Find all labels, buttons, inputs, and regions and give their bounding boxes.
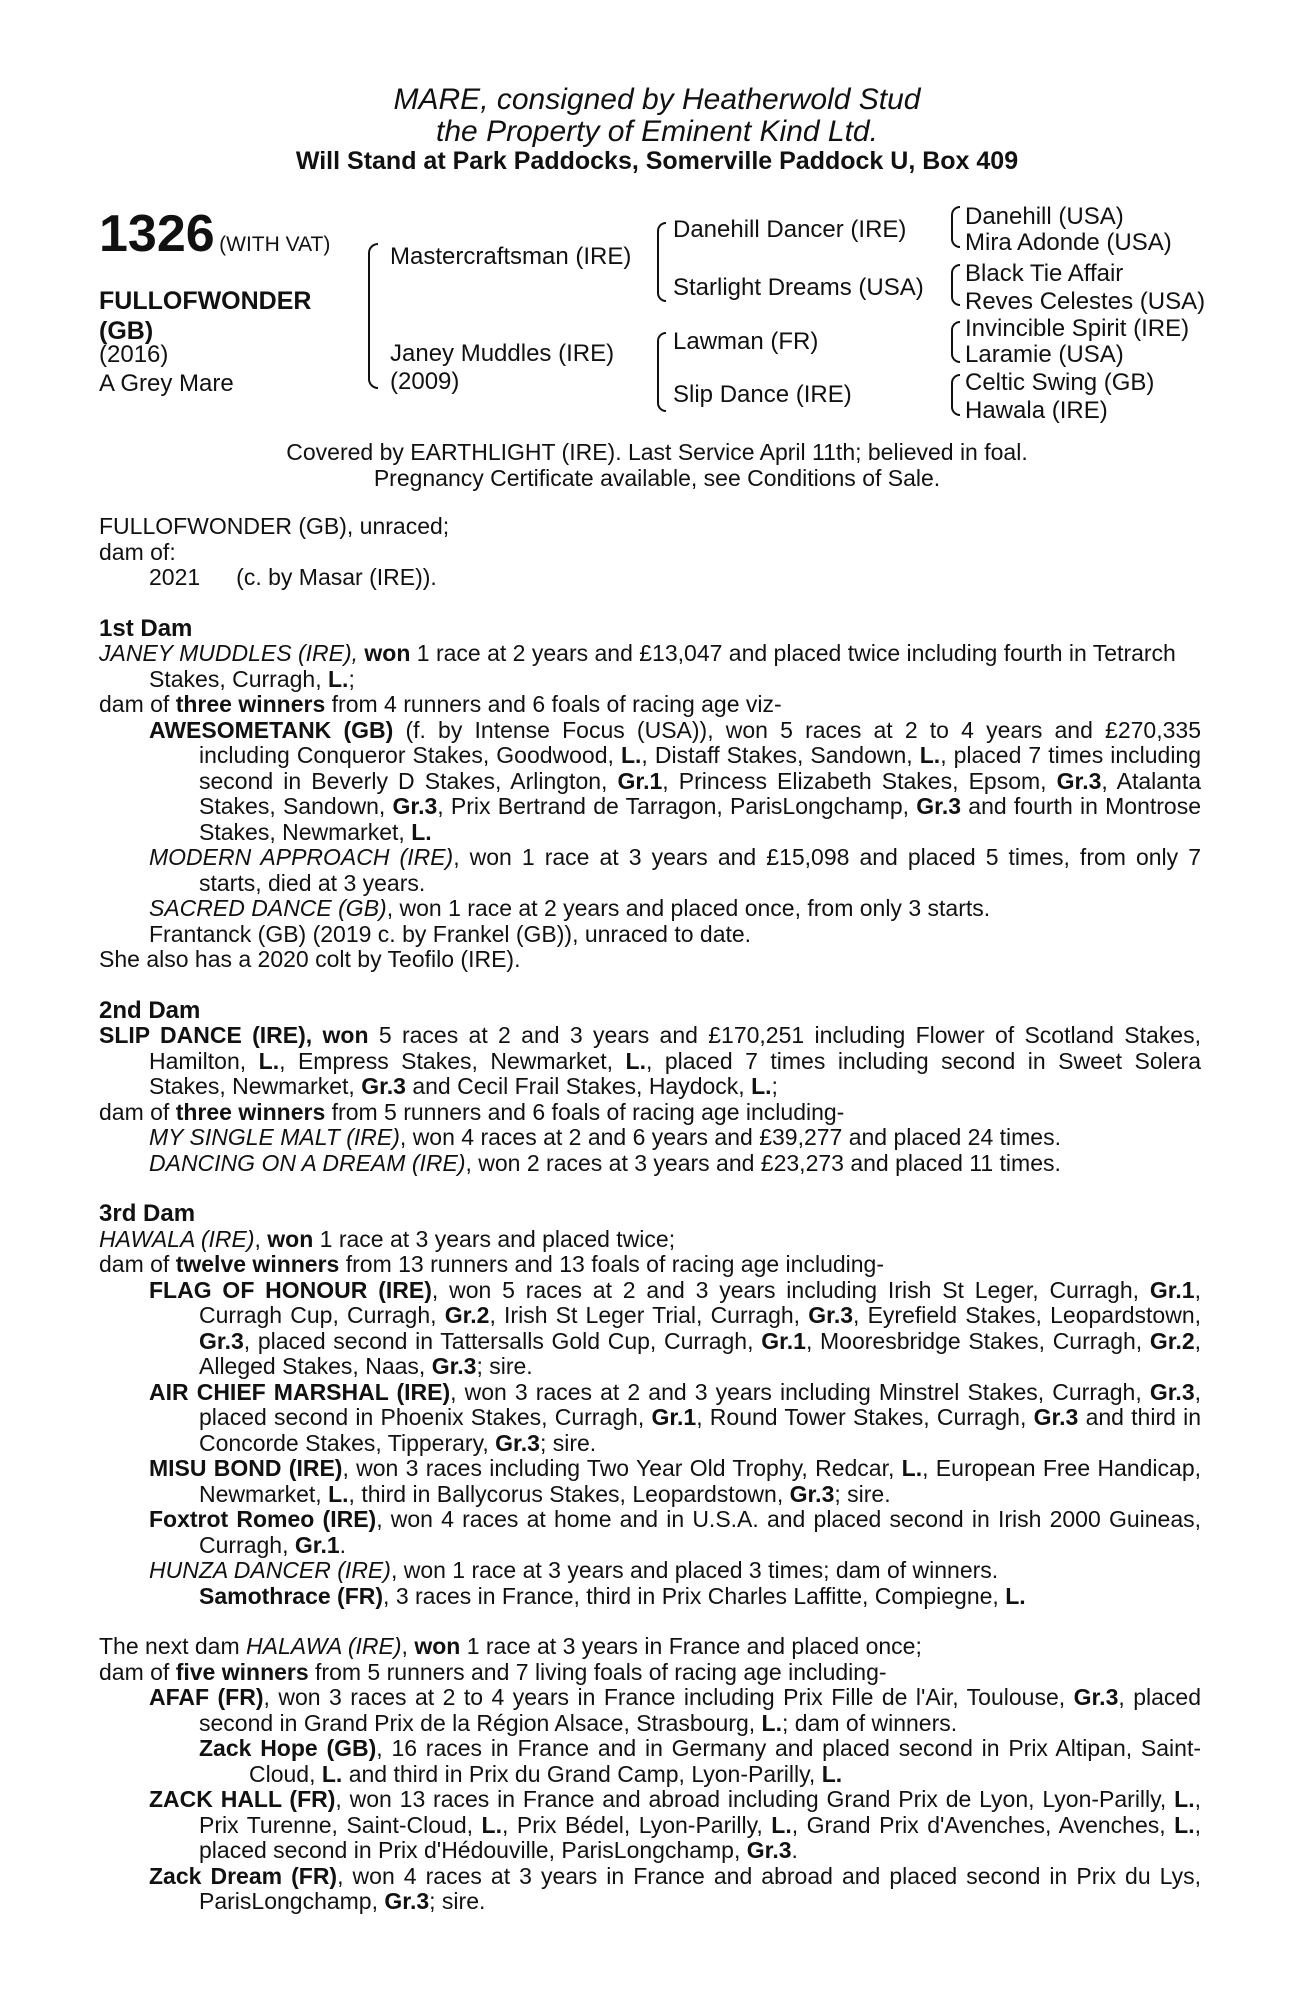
first-dam-heading: 1st Dam xyxy=(99,614,193,642)
punct: ; xyxy=(348,665,355,692)
summary-text: dam of xyxy=(99,1658,170,1685)
race-grade: Gr.3 xyxy=(916,793,962,819)
summary-text: from 13 runners and 13 foals of racing age including- xyxy=(345,1251,884,1277)
record-text: 1 race at 3 years in France and placed once; xyxy=(466,1633,922,1659)
race-grade: Gr.1 xyxy=(761,1327,806,1354)
horse-name: FLAG OF HONOUR (IRE) xyxy=(149,1276,432,1303)
winners-count: twelve winners xyxy=(175,1251,340,1277)
record-text: 1 race at 2 years and £13,047 and placed twice including fourth in Tetrarch Stakes, Curragh, xyxy=(149,640,1176,692)
spacer xyxy=(99,1176,1201,1201)
won-word: won xyxy=(267,1225,314,1252)
listed-marker: L. xyxy=(327,665,349,692)
produce-foxtrot-romeo xyxy=(99,1507,1201,1558)
record-text: , third in Ballycorus Stakes, Leopardstown, xyxy=(348,1480,784,1507)
won-word: won xyxy=(364,640,411,666)
race-grade: L. xyxy=(761,1709,782,1736)
record-text: ; sire. xyxy=(476,1353,533,1379)
summary-text: from 4 runners and 6 foals of racing age viz- xyxy=(331,691,782,717)
record-text: , Curragh Cup, Curragh, xyxy=(199,1276,1201,1328)
pedigree-dsd: Laramie (USA) xyxy=(965,341,1124,368)
record-text: , won 2 races at 3 years and £23,273 and placed 11 times. xyxy=(465,1149,1061,1176)
produce-misu-bond xyxy=(99,1456,1201,1507)
horse-name: Zack Dream (FR) xyxy=(149,1862,338,1889)
horse-name: AWESOMETANK (GB) xyxy=(149,716,394,743)
third-dam-produce-summary xyxy=(99,1252,1201,1278)
record-text: , 16 races in France and in Germany and placed second in Prix Altipan, Saint-Cloud, xyxy=(249,1735,1201,1787)
pedigree-brace-g3-4 xyxy=(951,374,960,416)
record-text: , Irish St Leger Trial, Curragh, xyxy=(489,1302,801,1328)
horse-name: Samothrace (FR) xyxy=(199,1582,384,1609)
summary-text: dam of xyxy=(99,1251,170,1277)
record-text: , Princess Elizabeth Stakes, Epsom, xyxy=(662,767,1047,794)
punct: , xyxy=(401,1633,408,1659)
race-grade: Gr.1 xyxy=(617,767,663,794)
horse-name: HUNZA DANCER (IRE) xyxy=(149,1557,391,1583)
pedigree-dds: Celtic Swing (GB) xyxy=(965,369,1155,396)
pedigree-dam-year: (2009) xyxy=(390,368,460,395)
race-grade: Gr.3 xyxy=(199,1327,244,1354)
record-text: ; dam of winners. xyxy=(782,1709,958,1736)
spacer xyxy=(99,973,1201,998)
horse-name: Zack Hope (GB) xyxy=(199,1735,377,1761)
record-text: , won 3 races including Two Year Old Trophy, Redcar, xyxy=(342,1455,895,1481)
record-text: and third in Prix du Grand Camp, Lyon-Parilly, xyxy=(348,1760,816,1787)
lot-year: (2016) xyxy=(99,341,169,368)
pedigree-dam: Janey Muddles (IRE) xyxy=(390,340,615,367)
winners-count: three winners xyxy=(175,691,326,717)
record-text: , European Free Handicap, Newmarket, xyxy=(199,1455,1201,1507)
record-text: , Distaff Stakes, Sandown, xyxy=(641,742,913,768)
race-grade: Gr.1 xyxy=(1149,1276,1195,1303)
pedigree-brace-g3-2 xyxy=(951,264,960,306)
record-text: , won 1 race at 3 years and £15,098 and placed 5 times, from only 7 starts, died at 3 years. xyxy=(199,844,1201,896)
intro-line: FULLOFWONDER (GB), unraced; xyxy=(99,513,450,539)
covered-by-line: Covered by EARTHLIGHT (IRE). Last Service April 11th; believed in foal. xyxy=(286,439,1028,465)
lot-number: 1326 xyxy=(99,205,215,263)
horse-name: DANCING ON A DREAM (IRE) xyxy=(149,1149,466,1176)
produce-zack-hall xyxy=(99,1787,1201,1864)
won-word: won xyxy=(414,1633,461,1659)
race-grade: Gr.3 xyxy=(1056,767,1102,794)
produce-afaf xyxy=(99,1685,1201,1736)
record-text: , Prix Turenne, Saint-Cloud, xyxy=(199,1786,1201,1838)
record-text: , won 4 races at 3 years in France and abroad and placed second in Prix du Lys, ParisLongchamp, xyxy=(199,1862,1202,1914)
record-text: , won 13 races in France and abroad including Grand Prix de Lyon, Lyon-Parilly, xyxy=(335,1786,1167,1812)
pregnancy-certificate-line: Pregnancy Certificate available, see Conditions of Sale. xyxy=(373,465,941,491)
produce-awesometank xyxy=(99,718,1201,846)
summary-text: from 5 runners and 6 foals of racing age including- xyxy=(331,1098,845,1125)
horse-name: ZACK HALL (FR) xyxy=(149,1786,336,1812)
pedigree-dam-sire: Lawman (FR) xyxy=(673,328,819,355)
pedigree-dss: Invincible Spirit (IRE) xyxy=(965,315,1190,342)
produce-my-single-malt xyxy=(99,1125,1201,1151)
header-consignor: MARE, consigned by Heatherwold Stud xyxy=(393,83,921,116)
race-grade: L. xyxy=(1174,1811,1195,1838)
record-text: , Atalanta Stakes, Sandown, xyxy=(199,767,1202,819)
lot-horse-name: FULLOFWONDER xyxy=(99,287,312,315)
foal-detail: (c. by Masar (IRE)). xyxy=(236,564,437,590)
horse-name: SACRED DANCE (GB) xyxy=(149,895,387,921)
record-text: 5 races at 2 and 3 years and £170,251 including Flower of Scotland Stakes, Hamilton, xyxy=(149,1022,1201,1074)
race-grade: L. xyxy=(620,742,642,768)
header-property: the Property of Eminent Kind Ltd. xyxy=(436,115,878,148)
record-text: , won 5 races at 2 and 3 years including Irish St Leger, Curragh, xyxy=(431,1276,1139,1303)
dam-name: HAWALA (IRE) xyxy=(99,1225,255,1252)
record-text: , placed second in Tattersalls Gold Cup, Curragh, xyxy=(243,1327,754,1354)
record-text: , won 3 races at 2 to 4 years in France including Prix Fille de l'Air, Toulouse, xyxy=(263,1684,1066,1710)
race-grade: L. xyxy=(1005,1582,1026,1609)
horse-name: AFAF (FR) xyxy=(149,1684,264,1710)
lot-vat: (WITH VAT) xyxy=(219,233,331,256)
dam-name: SLIP DANCE (IRE), xyxy=(99,1022,313,1048)
pedigree-sire-sire: Danehill Dancer (IRE) xyxy=(673,216,907,243)
produce-zack-hope xyxy=(99,1736,1201,1787)
record-text: ; sire. xyxy=(539,1429,597,1456)
record-text: , won 4 races at 2 and 6 years and £39,277 and placed 24 times. xyxy=(399,1124,1061,1150)
lot-number-block xyxy=(99,205,331,263)
pedigree-brace-gen1 xyxy=(368,243,378,389)
horse-name: MY SINGLE MALT (IRE) xyxy=(149,1124,400,1150)
record-text: , won 1 race at 3 years and placed 3 times; dam of winners. xyxy=(390,1557,999,1583)
race-grade: Gr.3 xyxy=(1033,1404,1079,1430)
pedigree-sds: Black Tie Affair xyxy=(965,260,1124,287)
race-grade: L. xyxy=(901,1455,923,1481)
race-grade: Gr.3 xyxy=(392,793,438,819)
first-dam-note: She also has a 2020 colt by Teofilo (IRE). xyxy=(99,946,521,972)
summary-text: from 5 runners and 7 living foals of racing age including- xyxy=(315,1658,887,1685)
first-dam-record xyxy=(99,641,1201,692)
record-text: and third in Concorde Stakes, Tipperary, xyxy=(199,1404,1202,1456)
race-grade: Gr.3 xyxy=(1149,1378,1195,1405)
record-text: The next dam xyxy=(99,1633,240,1659)
pedigree-ddd: Hawala (IRE) xyxy=(965,397,1108,424)
intro-foal xyxy=(99,565,1201,591)
record-text: , placed second in Phoenix Stakes, Curragh, xyxy=(199,1378,1202,1430)
record-text: and Cecil Frail Stakes, Haydock, xyxy=(412,1073,745,1099)
record-text: 1 race at 3 years and placed twice; xyxy=(319,1225,676,1252)
race-grade: L. xyxy=(411,818,432,845)
pedigree-dam-dam: Slip Dance (IRE) xyxy=(673,381,852,408)
record-text: , placed second in Prix d'Hédouville, ParisLongchamp, xyxy=(199,1811,1202,1863)
punct: . xyxy=(339,1531,347,1558)
first-dam-produce-summary xyxy=(99,692,1201,718)
record-text: , Alleged Stakes, Naas, xyxy=(199,1327,1202,1379)
produce-frantanck: Frantanck (GB) (2019 c. by Frankel (GB)), unraced to date. xyxy=(149,920,752,947)
pedigree-sss: Danehill (USA) xyxy=(965,203,1124,230)
race-grade: Gr.2 xyxy=(1149,1327,1195,1354)
pedigree-body xyxy=(99,514,1201,1915)
header-location: Will Stand at Park Paddocks, Somerville Paddock U, Box 409 xyxy=(295,147,1019,175)
race-grade: Gr.2 xyxy=(444,1302,490,1328)
intro-dam-of: dam of: xyxy=(99,538,176,565)
record-text: , Eyrefield Stakes, Leopardstown, xyxy=(853,1302,1201,1328)
produce-flag-of-honour xyxy=(99,1278,1201,1380)
next-dam-produce-summary xyxy=(99,1660,1201,1686)
foal-year: 2021 xyxy=(149,564,201,590)
record-text: , Grand Prix d'Avenches, Avenches, xyxy=(791,1811,1166,1838)
record-text: , Round Tower Stakes, Curragh, xyxy=(696,1404,1027,1430)
horse-name: MISU BOND (IRE) xyxy=(149,1455,343,1481)
race-grade: L. xyxy=(751,1073,772,1099)
punct: ; xyxy=(771,1073,778,1099)
race-grade: L. xyxy=(1174,1786,1195,1812)
produce-dancing-on-a-dream xyxy=(99,1151,1201,1177)
produce-hunza-dancer xyxy=(99,1558,1201,1584)
winners-count: five winners xyxy=(175,1658,309,1685)
race-grade: L. xyxy=(771,1811,792,1838)
produce-modern-approach xyxy=(99,845,1201,896)
record-text: and fourth in Montrose Stakes, Newmarket, xyxy=(199,793,1201,845)
second-dam-record xyxy=(99,1023,1201,1100)
race-grade: Gr.3 xyxy=(495,1429,540,1456)
pedigree-brace-sire xyxy=(657,222,666,302)
race-grade: L. xyxy=(258,1047,280,1074)
summary-text: dam of xyxy=(99,1098,170,1125)
race-grade: L. xyxy=(625,1047,646,1074)
record-text: , 3 races in France, third in Prix Charles Laffitte, Compiegne, xyxy=(383,1582,999,1609)
record-text: , Empress Stakes, Newmarket, xyxy=(279,1047,614,1074)
dam-name: JANEY MUDDLES (IRE), xyxy=(99,640,359,666)
record-text: , won 4 races at home and in U.S.A. and placed second in Irish 2000 Guineas, Curragh, xyxy=(199,1506,1201,1558)
record-text: , placed 7 times including second in Sweet Solera Stakes, Newmarket, xyxy=(149,1047,1202,1099)
record-text: , won 3 races at 2 and 3 years including Minstrel Stakes, Curragh, xyxy=(450,1378,1142,1405)
summary-text: dam of xyxy=(99,691,170,717)
race-grade: Gr.3 xyxy=(746,1837,792,1863)
produce-air-chief-marshal xyxy=(99,1380,1201,1457)
second-dam-produce-summary xyxy=(99,1100,1201,1126)
race-grade: Gr.3 xyxy=(431,1353,477,1379)
horse-name: MODERN APPROACH (IRE) xyxy=(149,844,454,870)
record-text: ; sire. xyxy=(429,1888,486,1914)
produce-zack-dream xyxy=(99,1864,1201,1915)
pedigree-brace-g3-1 xyxy=(951,206,960,248)
pedigree-brace-g3-3 xyxy=(951,321,960,363)
record-text: (f. by Intense Focus (USA)), won 5 races at 2 to 4 years and £270,335 including Conqueror Stakes, Goodwood, xyxy=(199,716,1201,768)
punct: . xyxy=(791,1837,798,1863)
pedigree-sire-dam: Starlight Dreams (USA) xyxy=(673,274,924,301)
horse-name: Foxtrot Romeo (IRE) xyxy=(149,1506,377,1532)
record-text: , Prix Bertrand de Tarragon, ParisLongchamp, xyxy=(437,793,910,819)
race-grade: Gr.3 xyxy=(384,1888,430,1914)
produce-samothrace xyxy=(99,1584,1201,1610)
lot-description: A Grey Mare xyxy=(99,370,234,397)
record-text: , placed 7 times including second in Beverly D Stakes, Arlington, xyxy=(199,742,1202,794)
next-dam-record xyxy=(99,1634,1201,1660)
punct: , xyxy=(254,1225,261,1252)
race-grade: Gr.1 xyxy=(294,1531,340,1558)
second-dam-heading: 2nd Dam xyxy=(99,996,201,1024)
won-word: won xyxy=(322,1022,369,1048)
spacer xyxy=(99,591,1201,616)
race-grade: Gr.1 xyxy=(651,1404,697,1430)
third-dam-heading: 3rd Dam xyxy=(99,1200,196,1227)
race-grade: L. xyxy=(919,742,941,768)
race-grade: Gr.3 xyxy=(361,1073,406,1099)
pedigree-sdd: Reves Celestes (USA) xyxy=(965,288,1206,315)
pedigree-sire: Mastercraftsman (IRE) xyxy=(390,243,632,270)
race-grade: Gr.3 xyxy=(789,1480,835,1507)
race-grade: L. xyxy=(481,1811,502,1838)
record-text: , Mooresbridge Stakes, Curragh, xyxy=(805,1327,1143,1354)
produce-sacred-dance xyxy=(99,896,1201,922)
spacer xyxy=(99,1609,1201,1634)
lot-horse-origin: (GB) xyxy=(99,317,154,345)
third-dam-record xyxy=(99,1227,1201,1253)
race-grade: Gr.3 xyxy=(1073,1684,1119,1710)
winners-count: three winners xyxy=(175,1098,326,1125)
horse-name: AIR CHIEF MARSHAL (IRE) xyxy=(149,1378,451,1405)
race-grade: L. xyxy=(328,1480,349,1507)
record-text: , placed second in Grand Prix de la Région Alsace, Strasbourg, xyxy=(199,1684,1202,1736)
record-text: ; sire. xyxy=(834,1480,891,1507)
race-grade: L. xyxy=(821,1760,843,1787)
pedigree-brace-dam xyxy=(657,332,666,412)
race-grade: Gr.3 xyxy=(808,1302,854,1328)
dam-name: HALAWA (IRE) xyxy=(246,1633,402,1659)
pedigree-ssd: Mira Adonde (USA) xyxy=(965,229,1172,256)
race-grade: L. xyxy=(321,1760,343,1787)
record-text: , Prix Bédel, Lyon-Parilly, xyxy=(502,1811,763,1838)
record-text: , won 1 race at 2 years and placed once, from only 3 starts. xyxy=(386,895,991,921)
